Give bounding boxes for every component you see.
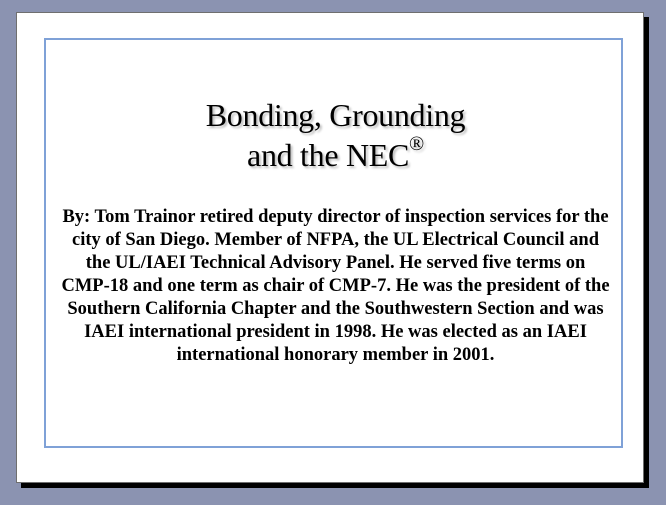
slide-body-text: By: Tom Trainor retired deputy director of inspection services for the city of San Diego. Member of NFPA, the UL Electrical Council and the UL/IAEI Technical Advisory Panel. He served five terms on CMP-18 and one term as chair of CMP-7. He was the president of the Southern California Chapter and the Southwestern Section and was IAEI international president in 1998. He was elected as an IAEI international honorary member in 2001. xyxy=(61,207,610,365)
registered-mark: ® xyxy=(409,133,424,156)
title-line-2: and the NEC xyxy=(247,137,410,173)
slide-title xyxy=(46,95,625,175)
title-line-1: Bonding, Grounding xyxy=(205,97,466,133)
slide xyxy=(16,12,644,483)
slide-frame xyxy=(44,38,623,448)
